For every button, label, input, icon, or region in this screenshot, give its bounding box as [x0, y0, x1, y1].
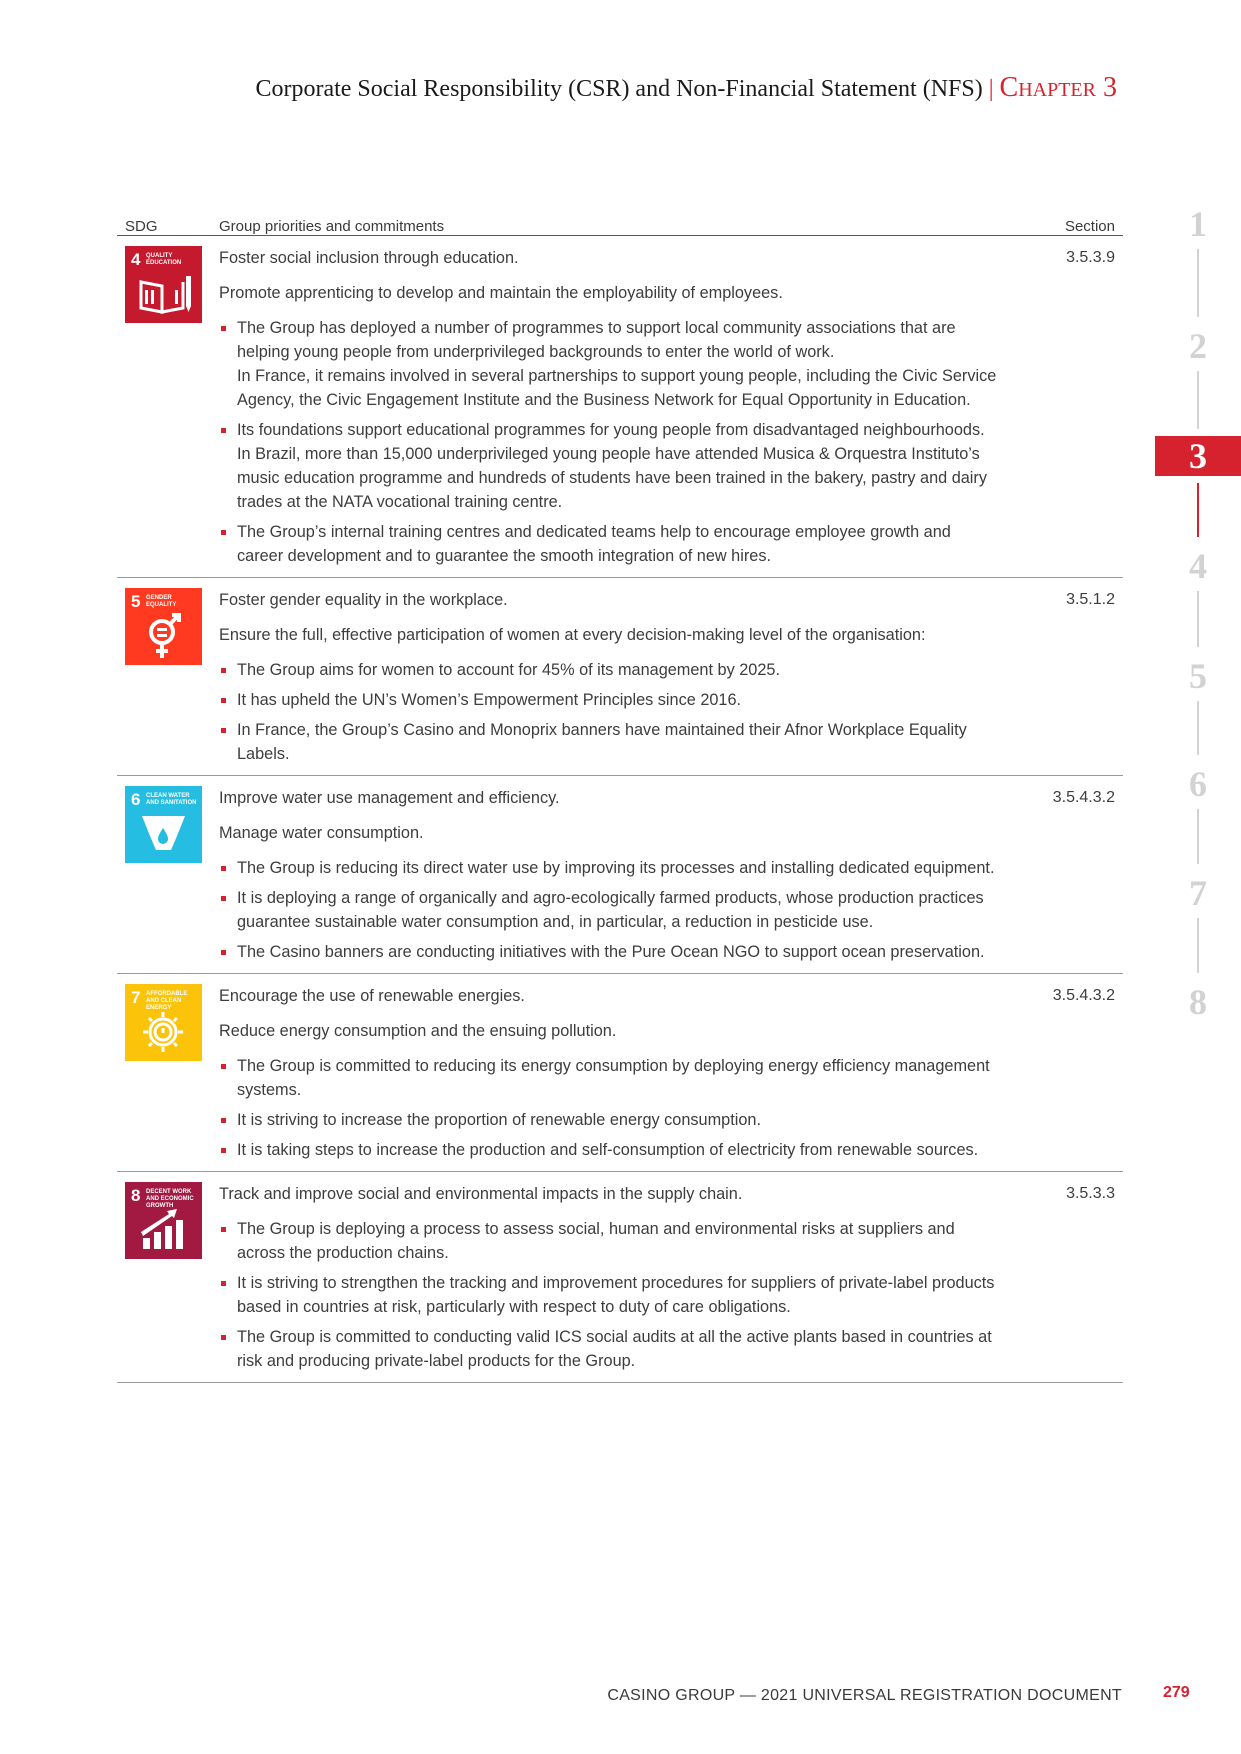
page-number: 279 [1163, 1684, 1190, 1701]
priority-statement: Promote apprenticing to develop and maintain the employability of employees. [219, 284, 783, 302]
chapter-divider [1197, 371, 1199, 429]
section-reference: 3.5.4.3.2 [1052, 789, 1115, 806]
section-reference: 3.5.3.3 [1066, 1185, 1115, 1202]
section-reference: 3.5.4.3.2 [1052, 987, 1115, 1004]
commitment-item: It is deploying a range of organically and agro-ecologically farmed products, whose production practices guarantee sustainable water consumption and, in particular, a reduction in pesticide use. [219, 886, 999, 934]
sdg-number: 7 [131, 988, 141, 1007]
priority-statement: Track and improve social and environmental impacts in the supply chain. [219, 1185, 743, 1203]
footer-text: CASINO GROUP — 2021 UNIVERSAL REGISTRATION DOCUMENT [607, 1687, 1122, 1704]
priority-statement: Ensure the full, effective participation of women at every decision-making level of the organisation: [219, 626, 926, 644]
chapter-divider [1197, 249, 1199, 317]
chapter-label: Chapter 3 [999, 72, 1117, 103]
chapter-divider [1197, 918, 1199, 973]
chapter-tab-5[interactable]: 5 [1189, 656, 1207, 696]
priorities-cell [219, 1182, 1015, 1379]
priority-statement: Encourage the use of renewable energies. [219, 987, 525, 1005]
commitment-item: The Group is deploying a process to assess social, human and environmental risks at suppliers and across the production chains. [219, 1217, 999, 1265]
sdg-cell [125, 588, 219, 772]
commitment-list [219, 1054, 999, 1162]
table-row [117, 578, 1123, 776]
table-row [117, 974, 1123, 1172]
priority-statement: Foster social inclusion through education. [219, 249, 519, 267]
commitment-item: The Group’s internal training centres and dedicated teams help to encourage employee growth and career development and to guarantee the smooth integration of new hires. [219, 520, 999, 568]
table-row [117, 1172, 1123, 1383]
priorities-cell [219, 588, 1015, 772]
commitment-item: The Group is committed to conducting valid ICS social audits at all the active plants based in countries at risk and producing private-label products for the Group. [219, 1325, 999, 1373]
chapter-tab-4[interactable]: 4 [1189, 546, 1207, 586]
sdg-number: 4 [131, 250, 141, 269]
commitment-item: The Group is committed to reducing its energy consumption by deploying energy efficiency management systems. [219, 1054, 999, 1102]
sdg-table [117, 213, 1123, 1383]
section-reference: 3.5.3.9 [1066, 249, 1115, 266]
sdg-title: AFFORDABLE AND CLEAN ENERGY [146, 991, 188, 1011]
priorities-cell [219, 984, 1015, 1168]
chapter-divider [1197, 591, 1199, 647]
priority-statement: Reduce energy consumption and the ensuing pollution. [219, 1022, 617, 1040]
sdg-cell [125, 1182, 219, 1379]
commitment-item: It is striving to increase the proportion of renewable energy consumption. [219, 1108, 999, 1132]
commitment-item: It is striving to strengthen the tracking and improvement procedures for suppliers of private-label products based in countries at risk, particularly with respect to duty of care obligations. [219, 1271, 999, 1319]
sdg-4-logo [125, 246, 202, 323]
sdg-number: 8 [131, 1186, 141, 1205]
sdg-cell [125, 246, 219, 574]
table-row [117, 776, 1123, 974]
sdg-7-logo [125, 984, 202, 1061]
commitment-item: The Group is reducing its direct water use by improving its processes and installing dedicated equipment. [219, 856, 999, 880]
sdg-number: 6 [131, 790, 141, 809]
chapter-divider [1197, 701, 1199, 755]
sdg-number: 5 [131, 592, 141, 611]
commitment-list [219, 316, 999, 568]
priorities-cell [219, 786, 1015, 970]
commitment-item: It is taking steps to increase the production and self-consumption of electricity from renewable sources. [219, 1138, 999, 1162]
chapter-tab-7[interactable]: 7 [1189, 873, 1207, 913]
commitment-item: The Group aims for women to account for 45% of its management by 2025. [219, 658, 999, 682]
chapter-divider [1197, 809, 1199, 864]
sdg-title: CLEAN WATER AND SANITATION [146, 793, 197, 806]
column-header-section: Section [1064, 218, 1115, 235]
sdg-8-logo [125, 1182, 202, 1259]
chapter-divider [1197, 483, 1199, 537]
priority-statement: Foster gender equality in the workplace. [219, 591, 508, 609]
commitment-item: The Casino banners are conducting initiatives with the Pure Ocean NGO to support ocean preservation. [219, 940, 999, 964]
priority-statement: Improve water use management and efficiency. [219, 789, 560, 807]
commitment-item: In France, the Group’s Casino and Monoprix banners have maintained their Afnor Workplace Equality Labels. [219, 718, 999, 766]
commitment-item: The Group has deployed a number of programmes to support local community associations that are helping young people from underprivileged backgrounds to enter the world of work. In France, it remains involved in several partnerships to support young people, including the Civic Service Agency, the Civic Engagement Institute and the Business Network for Equal Opportunity in Education. [219, 316, 999, 412]
chapter-tab-3-active[interactable]: 3 [1155, 436, 1241, 476]
chapter-tab-8[interactable]: 8 [1189, 982, 1207, 1022]
chapter-tab-1[interactable]: 1 [1189, 204, 1207, 244]
chapter-tab-6[interactable]: 6 [1189, 764, 1207, 804]
page-header [255, 72, 1117, 104]
priority-statement: Manage water consumption. [219, 824, 424, 842]
table-body [117, 236, 1123, 1383]
commitment-list [219, 658, 999, 766]
sdg-cell [125, 786, 219, 970]
sdg-cell [125, 984, 219, 1168]
sdg-6-logo [125, 786, 202, 863]
header-title: Corporate Social Responsibility (CSR) and Non-Financial Statement (NFS) [255, 76, 983, 102]
header-separator: | [988, 76, 994, 102]
commitment-list [219, 1217, 999, 1373]
table-row [117, 236, 1123, 578]
section-reference: 3.5.1.2 [1066, 591, 1115, 608]
priorities-cell [219, 246, 1015, 574]
column-header-priorities: Group priorities and commitments [219, 218, 445, 235]
sdg-title: GENDER EQUALITY [146, 595, 177, 608]
sdg-5-logo [125, 588, 202, 665]
column-header-sdg: SDG [125, 218, 158, 235]
commitment-list [219, 856, 999, 964]
commitment-item: It has upheld the UN’s Women’s Empowerment Principles since 2016. [219, 688, 999, 712]
table-header [117, 213, 1123, 236]
sdg-title: DECENT WORK AND ECONOMIC GROWTH [146, 1189, 194, 1209]
commitment-item: Its foundations support educational programmes for young people from disadvantaged neighbourhoods. In Brazil, more than 15,000 underprivileged young people have attended Musica & Orquestra Instituto’s music education programme and hundreds of students have been trained in the bakery, pastry and dairy trades at the NATA vocational training centre. [219, 418, 999, 514]
chapter-tab-2[interactable]: 2 [1189, 326, 1207, 366]
sdg-title: QUALITY EDUCATION [146, 253, 182, 266]
